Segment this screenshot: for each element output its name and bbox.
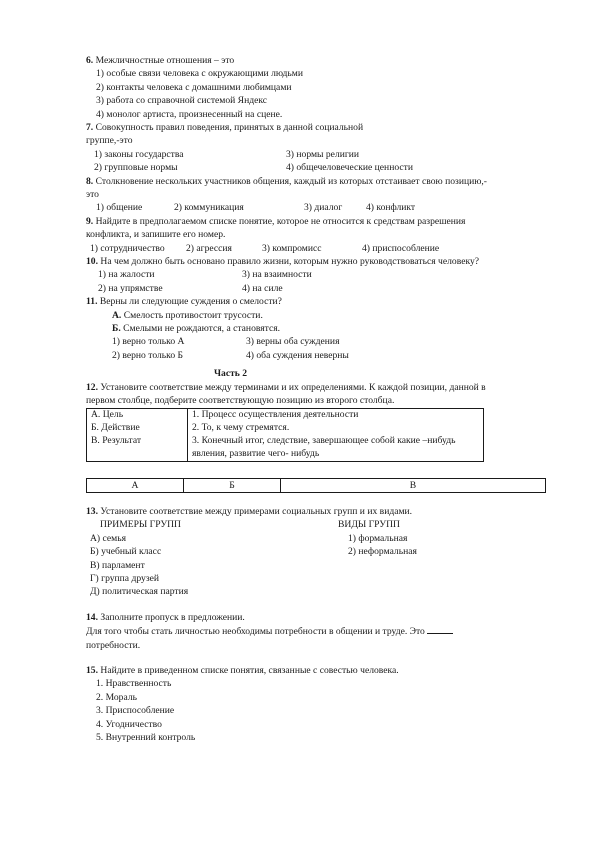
question-9 bbox=[86, 215, 546, 228]
option: 4) общечеловеческие ценности bbox=[286, 162, 413, 174]
list-item bbox=[86, 585, 546, 598]
options-row bbox=[86, 242, 546, 255]
question-text-cont: это bbox=[86, 189, 99, 201]
question-13 bbox=[86, 505, 546, 518]
question-number: 12. bbox=[86, 381, 98, 393]
option: 4. Угодничество bbox=[96, 718, 162, 730]
option: 2) агрессия bbox=[186, 242, 232, 254]
answer-cell[interactable]: А bbox=[87, 478, 184, 492]
option: 3) работа со справочной системой Яндекс bbox=[96, 95, 268, 107]
options-row bbox=[86, 268, 546, 281]
question-7 bbox=[86, 121, 546, 134]
option: 3) на взаимности bbox=[242, 269, 312, 281]
question-text-cont: потребности. bbox=[86, 639, 141, 651]
column-header: ПРИМЕРЫ ГРУПП bbox=[100, 519, 181, 531]
option: 3) компромисс bbox=[262, 242, 322, 254]
example: Г) группа друзей bbox=[90, 573, 159, 584]
definition: 3. Конечный итог, следствие, завершающее собой какие –нибудь явления, развитие чего- нибудь bbox=[192, 435, 456, 459]
question-text: Установите соответствие между терминами и их определениями. К каждой позиции, данной в bbox=[100, 381, 486, 393]
option: 1) особые связи человека с окружающими людьми bbox=[96, 68, 303, 80]
question-text-cont: первом столбце, подберите соответствующую позицию из второго столбца. bbox=[86, 395, 395, 407]
matching-table bbox=[86, 408, 484, 461]
list-item bbox=[86, 532, 546, 545]
option: 1. Нравственность bbox=[96, 678, 172, 690]
option: 4) оба суждения неверны bbox=[246, 349, 349, 361]
option: 2) коммуникация bbox=[174, 202, 244, 214]
definition: 2. То, к чему стремятся. bbox=[192, 422, 290, 434]
question-text: Найдите в предполагаемом списке понятие, которое не относится к средствам разрешения bbox=[95, 215, 466, 227]
option: 4) монолог артиста, произнесенный на сцене. bbox=[96, 108, 283, 120]
example: А) семья bbox=[90, 532, 127, 544]
option: 1) верно только А bbox=[112, 336, 185, 348]
statement-b bbox=[86, 322, 546, 335]
option: 3) верны оба суждения bbox=[246, 336, 340, 348]
example: В) парламент bbox=[90, 559, 145, 571]
option: 4) на силе bbox=[242, 282, 283, 294]
question-text: Установите соответствие между примерами социальных групп и их видами. bbox=[100, 506, 413, 518]
question-number: 15. bbox=[86, 665, 98, 676]
question-number: 13. bbox=[86, 506, 98, 518]
question-text: На чем должно быть основано правило жизни, которым нужно руководствоваться человеку? bbox=[100, 256, 480, 268]
group-type: 1) формальная bbox=[348, 532, 408, 544]
example: Д) политическая партия bbox=[90, 586, 189, 598]
group-type: 2) неформальная bbox=[348, 546, 417, 558]
option: 1) на жалости bbox=[98, 269, 155, 281]
question-10 bbox=[86, 255, 546, 268]
question-12 bbox=[86, 381, 546, 394]
answer-cell[interactable]: В bbox=[281, 478, 546, 492]
options-row bbox=[86, 148, 546, 161]
terms-cell bbox=[87, 409, 188, 461]
question-8 bbox=[86, 175, 546, 188]
question-text: Найдите в приведенном списке понятия, связанные с совестью человека. bbox=[100, 665, 399, 676]
options-row bbox=[86, 349, 546, 362]
options-row bbox=[86, 282, 546, 295]
definition: 1. Процесс осуществления деятельности bbox=[192, 409, 359, 421]
question-number: 6. bbox=[86, 55, 94, 66]
table-row bbox=[87, 409, 484, 461]
statement-label: Б. bbox=[112, 323, 121, 335]
answer-blank[interactable] bbox=[427, 624, 453, 634]
question-11 bbox=[86, 295, 546, 308]
term: В. Результат bbox=[91, 435, 142, 447]
question-text: Межличностные отношения – это bbox=[95, 55, 235, 66]
option: 2) на упрямстве bbox=[98, 282, 163, 294]
option: 2. Мораль bbox=[96, 691, 137, 703]
statement-a bbox=[86, 309, 546, 322]
question-15 bbox=[86, 664, 546, 677]
option: 3. Приспособление bbox=[96, 705, 175, 717]
option: 3) нормы религии bbox=[286, 148, 360, 160]
option: 4) приспособление bbox=[362, 242, 440, 254]
column-header: ВИДЫ ГРУПП bbox=[338, 519, 400, 531]
options-row bbox=[86, 201, 546, 214]
document-page bbox=[86, 54, 546, 744]
term: Б. Действие bbox=[91, 422, 140, 434]
options-row bbox=[86, 161, 546, 174]
statement-label: А. bbox=[112, 309, 122, 321]
question-text: Верны ли следующие суждения о смелости? bbox=[99, 296, 282, 308]
option: 2) верно только Б bbox=[112, 349, 184, 361]
question-number: 10. bbox=[86, 256, 98, 268]
question-number: 11. bbox=[86, 296, 98, 308]
question-sentence bbox=[86, 624, 546, 638]
list-item bbox=[86, 545, 546, 558]
option: 5. Внутренний контроль bbox=[96, 732, 196, 744]
term: А. Цель bbox=[91, 409, 124, 421]
statement-text: Смелость противостоит трусости. bbox=[123, 309, 263, 321]
option: 2) контакты человека с домашними любимцами bbox=[96, 81, 292, 93]
answer-cell[interactable]: Б bbox=[184, 478, 281, 492]
question-number: 9. bbox=[86, 215, 94, 227]
statement-text: Смелыми не рождаются, а становятся. bbox=[123, 323, 281, 335]
option: 2) групповые нормы bbox=[94, 162, 178, 174]
question-number: 7. bbox=[86, 122, 94, 134]
list-item bbox=[86, 559, 546, 572]
question-text: Заполните пропуск в предложении. bbox=[100, 611, 245, 623]
table-row bbox=[87, 478, 546, 492]
answer-table bbox=[86, 478, 546, 493]
option: 3) диалог bbox=[304, 202, 343, 214]
option: 4) конфликт bbox=[366, 202, 416, 214]
option: 1) сотрудничество bbox=[90, 242, 165, 254]
options-row bbox=[86, 335, 546, 348]
example: Б) учебный класс bbox=[90, 546, 162, 558]
question-number: 8. bbox=[86, 175, 94, 187]
question-14 bbox=[86, 611, 546, 624]
question-text-cont: конфликта, и запишите его номер. bbox=[86, 229, 226, 241]
question-6 bbox=[86, 54, 546, 67]
list-item bbox=[86, 572, 546, 585]
definitions-cell bbox=[188, 409, 484, 461]
option: 1) общение bbox=[96, 202, 143, 214]
option: 1) законы государства bbox=[94, 148, 184, 160]
question-number: 14. bbox=[86, 611, 98, 623]
question-text: Совокупность правил поведения, принятых в данной социальной bbox=[95, 122, 364, 134]
sentence-text: Для того чтобы стать личностью необходимы потребности в общении и труде. Это bbox=[86, 626, 425, 638]
section-heading: Часть 2 bbox=[214, 368, 248, 380]
question-text: Столкновение нескольких участников общения, каждый из которых отстаивает свою позицию,- bbox=[95, 175, 487, 187]
column-headers bbox=[86, 518, 546, 531]
question-text-cont: группе,-это bbox=[86, 135, 133, 147]
